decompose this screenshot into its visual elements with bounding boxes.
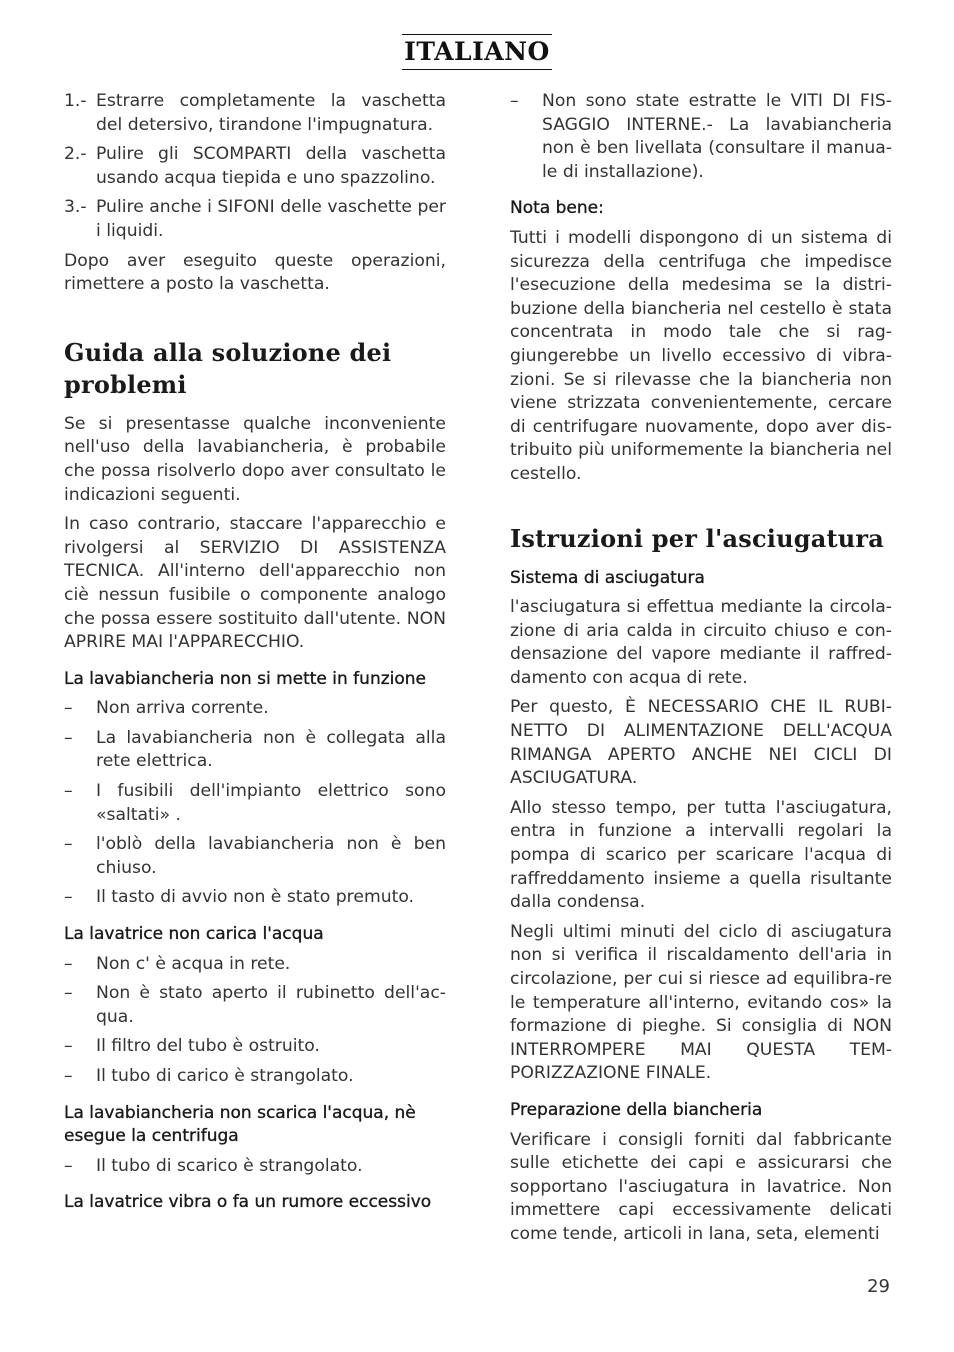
- body-paragraph: Allo stesso tempo, per tutta l'asciugatura, entra in funzione a intervalli regolari la pompa di scarico per scaricare l'acqua di raffreddamento insieme a quella risultante dalla condensa.: [510, 797, 892, 913]
- subsection-heading: Preparazione della biancheria: [510, 1099, 763, 1120]
- list-item: – Il tasto di avvio non è stato premuto.: [64, 887, 415, 908]
- list-item: – l'oblò della lavabiancheria non è ben chiuso.: [64, 834, 446, 878]
- after-steps-paragraph: Dopo aver eseguito queste operazioni, rimettere a posto la vaschetta.: [64, 250, 446, 295]
- section-title-troubleshooting: Guida alla soluzione dei problemi: [64, 337, 392, 399]
- page-number: 29: [867, 1276, 890, 1297]
- step-text: Pulire gli SCOMPARTI della vaschetta usando acqua tiepida e uno spazzolino.: [96, 144, 446, 188]
- note-heading: Nota bene:: [510, 198, 604, 219]
- problem-heading: La lavatrice vibra o fa un rumore eccessivo: [64, 1192, 432, 1213]
- body-paragraph: Negli ultimi minuti del ciclo di asciugatura non si verifica il riscaldamento dell'aria in circolazione, per cui si riesce ad equilibra-re le temperature all'interno, evitando cos» la formazione di pieghe. Si consiglia di NON INTERROMPERE MAI QUESTA TEM-PORIZZAZIONE FINALE.: [510, 921, 892, 1084]
- list-item: – Il filtro del tubo è ostruito.: [64, 1036, 320, 1057]
- list-item: – Il tubo di carico è strangolato.: [64, 1066, 354, 1086]
- body-paragraph: l'asciugatura si effettua mediante la circola-zione di aria calda in circuito chiuso e con-densazione del vapore mediante il raffred-damento con acqua di rete.: [510, 597, 892, 688]
- body-paragraph: Per questo, È NECESSARIO CHE IL RUBI-NETTO DI ALIMENTAZIONE DELL'ACQUA RIMANGA APERTO ANCHE NEI CICLI DI ASCIUGATURA.: [510, 697, 892, 789]
- language-title: ITALIANO: [402, 34, 552, 70]
- problem-heading: La lavatrice non carica l'acqua: [64, 924, 324, 945]
- list-item: – Non sono state estratte le VITI DI FIS-SAGGIO INTERNE.- La lavabiancheria non è ben livellata (consultare il manua-le di installazione).: [510, 91, 892, 182]
- list-item: – Non è stato aperto il rubinetto dell'ac-qua.: [64, 983, 446, 1027]
- list-item: – Il tubo di scarico è strangolato.: [64, 1155, 363, 1176]
- left-column: [64, 90, 446, 1221]
- list-item: – I fusibili dell'impianto elettrico sono «saltati» .: [64, 781, 446, 825]
- page-header: [0, 34, 954, 70]
- right-column: [510, 90, 892, 1253]
- section-title-drying: Istruzioni per l'asciugatura: [510, 523, 885, 553]
- step-item: [64, 143, 446, 190]
- intro-paragraph: In caso contrario, staccare l'apparecchio e rivolgersi al SERVIZIO DI ASSISTENZA TECNICA. All'interno dell'apparecchio non ciè nessun fusibile o componente analogo che possa essere sostituito dall'utente. NON APRIRE MAI l'APPARECCHIO.: [64, 514, 446, 653]
- step-number: 3.-: [64, 197, 87, 218]
- list-item: – La lavabiancheria non è collegata alla rete elettrica.: [64, 727, 446, 772]
- body-paragraph: Verificare i consigli forniti dal fabbricante sulle etichette dei capi e assicurarsi che sopportano l'asciugatura in lavatrice. Non immettere capi eccessivamente delicati come tende, articoli in lana, seta, elementi: [510, 1129, 892, 1244]
- step-number: 1.-: [64, 91, 87, 111]
- step-item: [64, 196, 446, 243]
- step-text: Estrarre completamente la vaschetta del detersivo, tirandone l'impugnatura.: [96, 91, 446, 135]
- subsection-heading: Sistema di asciugatura: [510, 567, 705, 588]
- step-number: 2.-: [64, 144, 87, 165]
- problem-heading: La lavabiancheria non scarica l'acqua, nè esegue la centrifuga: [64, 1102, 416, 1147]
- note-paragraph: Tutti i modelli dispongono di un sistema di sicurezza della centrifuga che impedisce l'esecuzione della medesima se la distri-buzione della biancheria nel cestello è stata concentrata in modo tale che si rag-giungerebbe un livello eccessivo di vibra-zioni. Se si rilevasse che la biancheria non viene strizzata convenientemente, cercare di centrifugare nuovamente, dopo aver dis-tribuito più uniformemente la biancheria nel cestello.: [510, 227, 892, 484]
- list-item: – Non arriva corrente.: [64, 698, 269, 719]
- problem-heading: La lavabiancheria non si mette in funzione: [64, 668, 426, 689]
- intro-paragraph: Se si presentasse qualche inconveniente nell'uso della lavabiancheria, è probabile che possa risolverlo dopo aver consultato le indicazioni seguenti.: [64, 413, 446, 505]
- list-item: – Non c' è acqua in rete.: [64, 953, 291, 974]
- step-text: Pulire anche i SIFONI delle vaschette per i liquidi.: [96, 197, 446, 241]
- step-item: [64, 90, 446, 137]
